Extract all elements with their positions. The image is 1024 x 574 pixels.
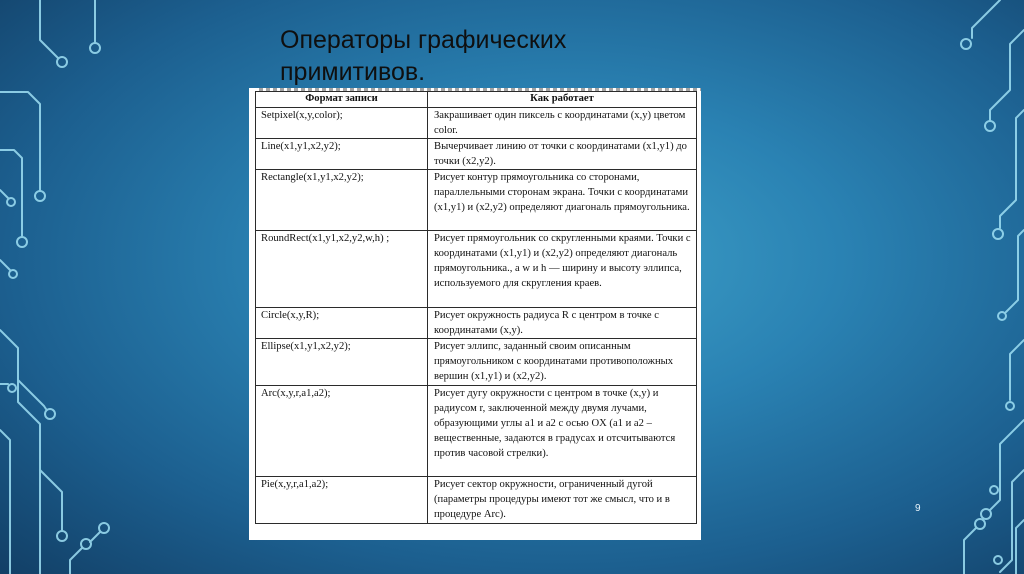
format-cell: RoundRect(x1,y1,x2,y2,w,h) ; (256, 231, 428, 308)
table-row (256, 477, 697, 524)
table-row (256, 139, 697, 170)
format-cell: Setpixel(x,y,color); (256, 108, 428, 139)
format-cell: Pie(x,y,r,a1,a2); (256, 477, 428, 524)
table-row (256, 108, 697, 139)
page-number: 9 (915, 503, 921, 514)
format-cell: Circle(x,y,R); (256, 308, 428, 339)
table-row (256, 231, 697, 308)
table-row (256, 308, 697, 339)
operators-table (255, 91, 697, 524)
description-cell: Рисует контур прямоугольника со сторонами, параллельными сторонам экрана. Точки с координатами (x1,y1) и (x2,y2) определяют диагональ прямоугольника. (428, 170, 697, 231)
description-cell: Закрашивает один пиксель с координатами (x,y) цветом color. (428, 108, 697, 139)
description-cell: Рисует дугу окружности с центром в точке (x,y) и радиусом r, заключенной между двумя лучами, образующими углы a1 и a2 с осью OX (a1 и a2 – вещественные, задаются в градусах и отсчитываются против часовой стрелки). (428, 386, 697, 477)
format-cell: Line(x1,y1,x2,y2); (256, 139, 428, 170)
table-row (256, 339, 697, 386)
description-cell: Вычерчивает линию от точки с координатами (x1,y1) до точки (x2,y2). (428, 139, 697, 170)
operators-table-image (249, 88, 701, 540)
format-cell: Arc(x,y,r,a1,a2); (256, 386, 428, 477)
table-row (256, 386, 697, 477)
description-cell: Рисует прямоугольник со скругленными краями. Точки с координатами (x1,y1) и (x2,y2) определяют диагональ прямоугольника., а w и h — ширину и высоту эллипса, используемого для скругления краев. (428, 231, 697, 308)
table-header-row (256, 92, 697, 108)
table-row (256, 170, 697, 231)
header-how-it-works: Как работает (428, 92, 697, 108)
header-format: Формат записи (256, 92, 428, 108)
slide-title: Операторы графических примитивов. (280, 26, 567, 86)
description-cell: Рисует сектор окружности, ограниченный дугой (параметры процедуры имеют тот же смысл, что и в процедуре Arc). (428, 477, 697, 524)
format-cell: Rectangle(x1,y1,x2,y2); (256, 170, 428, 231)
description-cell: Рисует окружность радиуса R с центром в точке с координатами (x,y). (428, 308, 697, 339)
format-cell: Ellipse(x1,y1,x2,y2); (256, 339, 428, 386)
description-cell: Рисует эллипс, заданный своим описанным прямоугольником с координатами противоположных вершин (x1,y1) и (x2,y2). (428, 339, 697, 386)
